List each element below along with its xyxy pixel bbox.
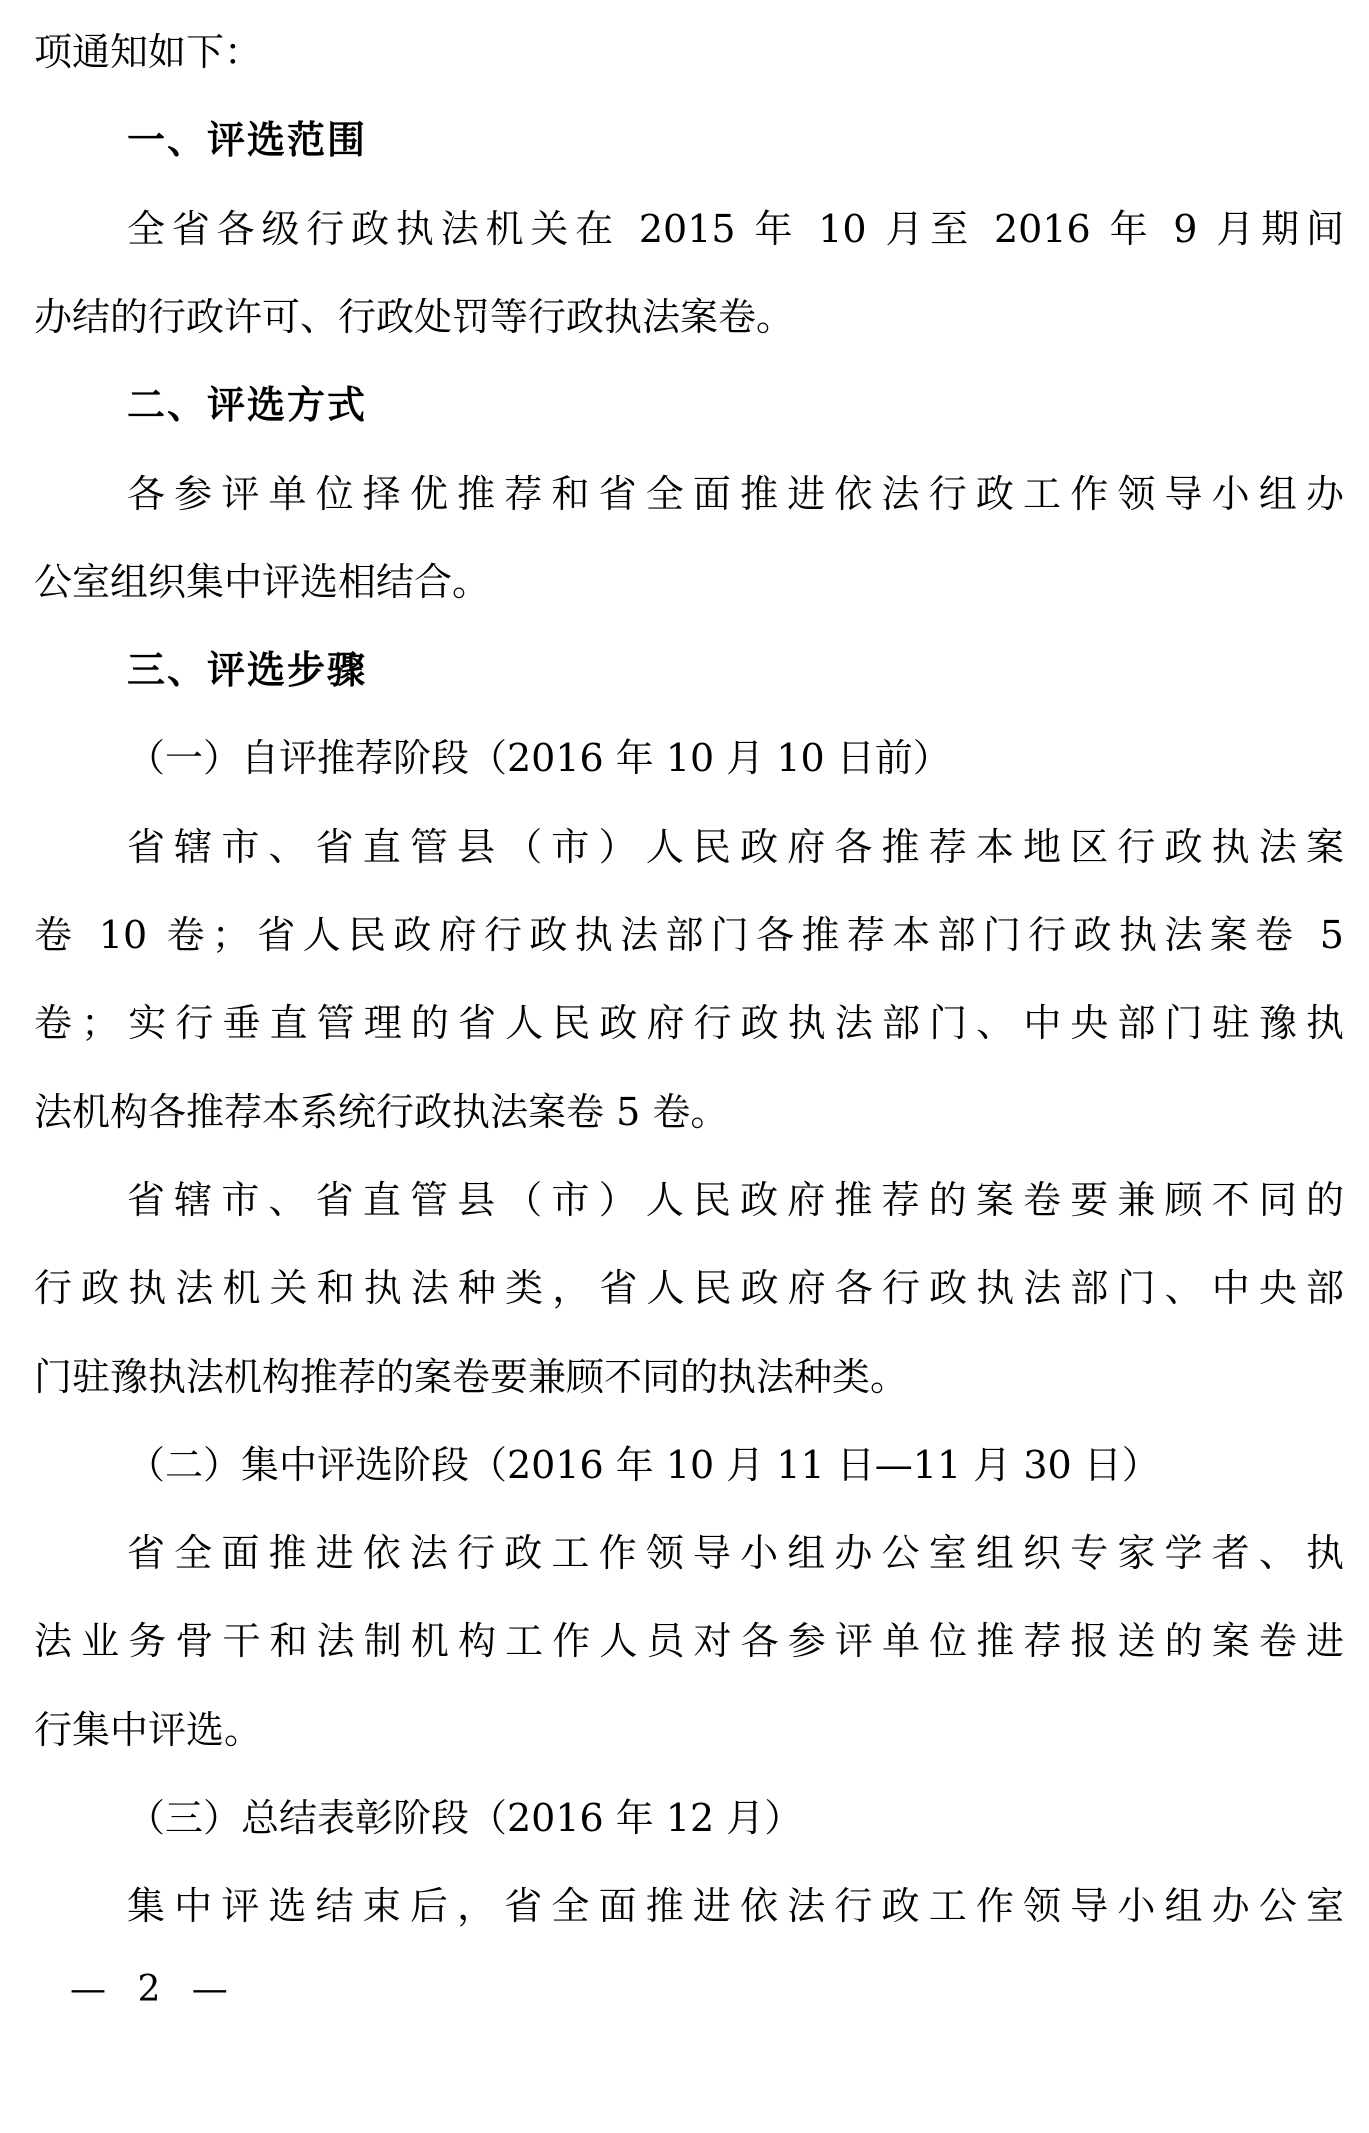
- text-line: 卷 10 卷；省人民政府行政执法部门各推荐本部门行政执法案卷 5: [34, 913, 1344, 957]
- text-line: 行政执法机关和执法种类，省人民政府各行政执法部门、中央部: [34, 1266, 1344, 1311]
- text-line: 集中评选结束后，省全面推进依法行政工作领导小组办公室: [127, 1884, 1344, 1929]
- page-number: — 2 —: [70, 1969, 238, 2010]
- section-heading: 三、评选步骤: [127, 648, 368, 693]
- text-line: 项通知如下：: [34, 30, 263, 74]
- section-heading: 二、评选方式: [127, 383, 368, 428]
- text-line: 法机构各推荐本系统行政执法案卷 5 卷。: [34, 1089, 729, 1134]
- text-line: 法业务骨干和法制机构工作人员对各参评单位推荐报送的案卷进: [34, 1619, 1344, 1664]
- text-line: （三）总结表彰阶段（2016 年 12 月）: [127, 1796, 803, 1840]
- text-line: 各参评单位择优推荐和省全面推进依法行政工作领导小组办: [127, 471, 1344, 516]
- section-heading: 一、评选范围: [127, 118, 368, 163]
- text-line: 全省各级行政执法机关在 2015 年 10 月至 2016 年 9 月期间: [127, 206, 1344, 251]
- text-line: 公室组织集中评选相结合。: [34, 559, 491, 604]
- text-line: 办结的行政许可、行政处罚等行政执法案卷。: [34, 294, 795, 339]
- text-line: 省全面推进依法行政工作领导小组办公室组织专家学者、执: [127, 1531, 1344, 1576]
- text-line: 门驻豫执法机构推荐的案卷要兼顾不同的执法种类。: [34, 1354, 909, 1399]
- text-line: （二）集中评选阶段（2016 年 10 月 11 日—11 月 30 日）: [127, 1442, 1160, 1487]
- text-line: 行集中评选。: [34, 1707, 263, 1752]
- text-line: 卷；实行垂直管理的省人民政府行政执法部门、中央部门驻豫执: [34, 1001, 1344, 1046]
- text-line: （一）自评推荐阶段（2016 年 10 月 10 日前）: [127, 736, 951, 781]
- text-line: 省辖市、省直管县（市）人民政府各推荐本地区行政执法案: [127, 824, 1344, 869]
- text-line: 省辖市、省直管县（市）人民政府推荐的案卷要兼顾不同的: [127, 1177, 1344, 1222]
